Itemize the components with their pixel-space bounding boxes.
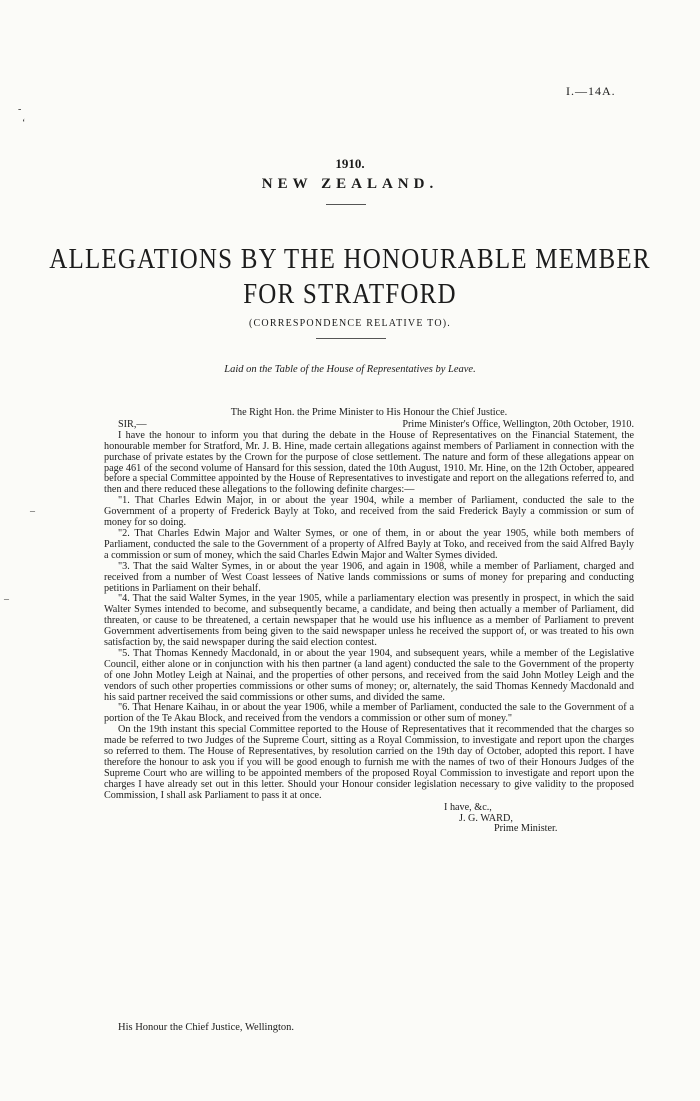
letter-from: The Right Hon. the Prime Minister bbox=[230, 407, 374, 418]
margin-mark: – bbox=[4, 594, 9, 605]
charge-2: "2. That Charles Edwin Major and Walter Symes, or one of them, in or about the year 1905, while both members of Parliament, conducted the sale to the Government of a property of Alfred Bayly at Toko, and received from the said Alfred Bayly a commission or sum of money, which the said Charles Edwin Major and Walter Symes divided. bbox=[104, 527, 634, 561]
charge-6: "6. That Henare Kaihau, in or about the year 1906, while a member of Parliament, conducted the sale to the Government of a portion of the Te Akau Block, and received from the vendors a commission or other sum of money." bbox=[104, 702, 634, 725]
closing-block bbox=[104, 803, 634, 836]
charge-5: "5. That Thomas Kennedy Macdonald, in or about the year 1904, and subsequent years, while a member of the Legislative Council, either alone or in conjunction with his then partner (a land agent) conducted the sale to the Government of the property of one John Motley Leigh at Nainai, and the properties of other persons, and received from the said John Motley Leigh and the vendors of such other properties commissions or other sums of money; or, alternately, the said Thomas Kennedy Macdonald and his said partner received the said commissions or other sums, and divided the same. bbox=[104, 647, 634, 703]
paragraph-closing: On the 19th instant this special Committee reported to the House of Representatives that it recommended that the charges so made be referred to two Judges of the Supreme Court, sitting as a Royal Commission, to investigate and report upon the charges so referred to them. The House of Representatives, by resolution carried on the 19th day of October, adopted this report. I have therefore the honour to ask you if you will be good enough to furnish me with the names of two of their Honours Judges of the Supreme Court who are willing to be appointed members of the proposed Royal Commission to investigate and report upon the charges I have already set out in this letter. Should your Honour consider legislation necessary to give validity to the proposed Commission, I shall ask Parliament to pass it at once. bbox=[104, 724, 634, 801]
margin-mark: ‘ bbox=[22, 118, 26, 129]
margin-mark: - bbox=[18, 104, 22, 115]
dateline: Prime Minister's Office, Wellington, 20th October, 1910. bbox=[402, 418, 634, 430]
divider-long bbox=[316, 338, 386, 339]
letter-to: His Honour the Chief Justice. bbox=[386, 407, 508, 418]
divider-short bbox=[326, 204, 366, 205]
salutation: SIR,— bbox=[118, 418, 147, 430]
document-subtitle: (CORRESPONDENCE RELATIVE TO). bbox=[249, 318, 451, 329]
signature-name: J. G. WARD, bbox=[459, 812, 513, 824]
letter-body bbox=[104, 408, 634, 835]
charge-4: "4. That the said Walter Symes, in the year 1905, while a parliamentary election was presently in prospect, in which the said Walter Symes intended to become, and subsequently became, a candidate, and being then actually a member of Parliament, did threaten, or cause to be threatened, a certain newspaper that he would use his influence as a member of Parliament to prevent Government advertisements from being given to the said newspaper unless he received the support of, or was treated to his own satisfaction by, the said newspaper during the said election contest. bbox=[104, 593, 634, 649]
footer-address: His Honour the Chief Justice, Wellington. bbox=[118, 1022, 294, 1033]
document-title-line-2: FOR STRATFORD bbox=[243, 278, 457, 310]
document-title-line-1: ALLEGATIONS BY THE HONOURABLE MEMBER bbox=[49, 243, 651, 275]
page-reference: I.—14A. bbox=[566, 84, 616, 98]
laid-before-notice: Laid on the Table of the House of Representatives by Leave. bbox=[224, 364, 476, 375]
closing-phrase: I have, &c., bbox=[444, 801, 492, 813]
letter-heading: The Right Hon. the Prime Minister to His Honour the Chief Justice. bbox=[230, 407, 508, 418]
charge-1: "1. That Charles Edwin Major, in or about the year 1904, while a member of Parliament, conducted the sale to the Government of a property of Frederick Bayly at Toko, and received from the said Frederick Bayly a commission or sum of money for so doing. bbox=[104, 495, 634, 529]
charge-3: "3. That the said Walter Symes, in or about the year 1906, and again in 1908, while a member of Parliament, charged and received from a number of West Coast lessees of Native lands commissions or sums of money for preparing and conducting petitions in Parliament on their behalf. bbox=[104, 560, 634, 594]
signature-title: Prime Minister. bbox=[494, 823, 558, 835]
document-year: 1910. bbox=[335, 156, 365, 171]
paragraph-intro: I have the honour to inform you that during the debate in the House of Representatives on the Financial Statement, the honourable member for Stratford, Mr. J. B. Hine, made certain allegations against members of Parliament in connection with the purchase of private estates by the Crown for the purpose of close settlement. The nature and form of these allegations appear on page 461 of the second volume of Hansard for this session, dated the 10th August, 1910. Mr. Hine, on the 12th October, appeared before a special Committee appointed by the House of Representatives to investigate and report on the allegations referred to, and then and there reduced these allegations to the following definite charges:— bbox=[104, 429, 634, 496]
document-country: NEW ZEALAND. bbox=[261, 176, 439, 192]
margin-mark: – bbox=[30, 506, 35, 517]
